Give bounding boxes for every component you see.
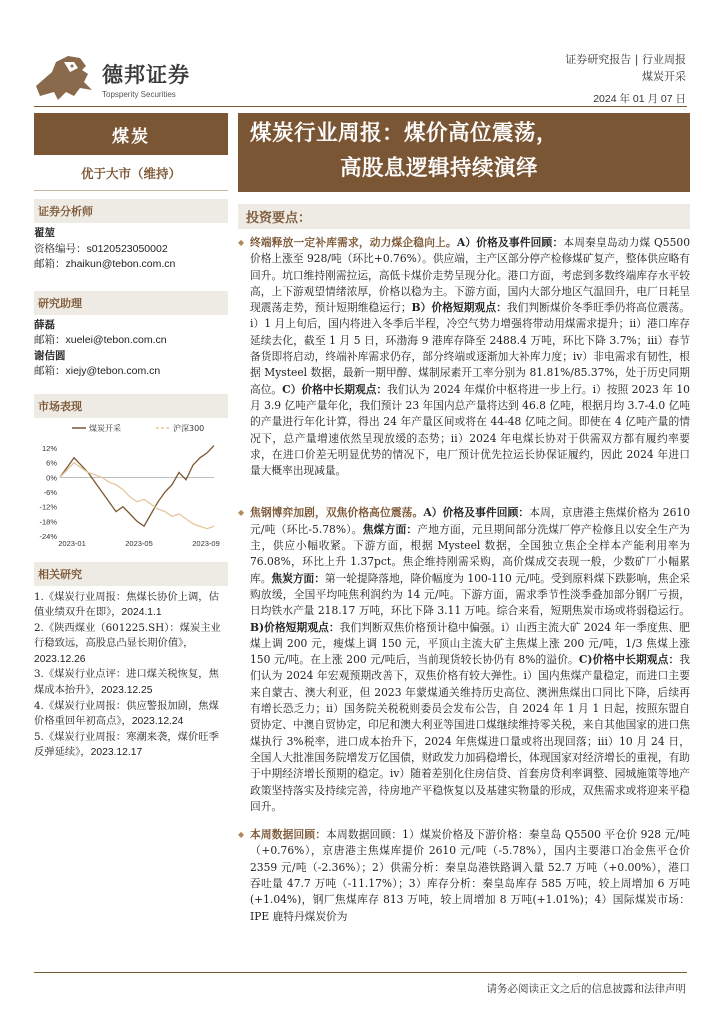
header-divider <box>34 106 687 107</box>
series-line-hs300 <box>60 462 214 528</box>
market-chart-svg <box>34 418 228 548</box>
analyst-email[interactable]: 邮箱：zhaikun@tebon.com.cn <box>34 258 176 270</box>
brand-name-en: Topsperity Securities <box>102 90 176 99</box>
main-content <box>238 113 690 925</box>
assistant-email[interactable]: 邮箱：xiejy@tebon.com.cn <box>34 365 161 377</box>
y-tick-label: -6% <box>43 487 57 497</box>
points-heading: 投资要点： <box>238 204 690 229</box>
assistant-block <box>34 315 228 380</box>
legend-label: 煤炭开采 <box>89 423 121 433</box>
related-item[interactable]: 5.《煤炭行业周报：寒潮来袭，煤价旺季反弹延续》，2023.12.17 <box>34 730 219 759</box>
brand-name-cn: 德邦证券 <box>102 63 190 87</box>
analyst-name: 翟堃 <box>34 227 55 239</box>
related-item[interactable]: 4.《煤炭行业周报：供应警报加剧，焦煤价格重回年初高点》，2023.12.24 <box>34 699 219 728</box>
point-data: ◆ 本周数据回顾：本周数据回顾：1）煤炭价格及下游价格：秦皇岛 Q5500 平仓价 928 元/吨（+0.76%），京唐港主焦煤库提价 2610 元/吨（-5.78%），国内主要港口冶金焦平仓价 2359 元/吨（-2.36%）；2）供需分析：秦皇岛港铁路调入量 52.7 万吨（+0.00%），港口吞吐量 47.7 万吨（-11.17%）；3）库存分析：秦皇岛库存 585 万吨，较上周增加 6 万吨(+1.04%)，钢厂焦煤库存 813 万吨，较上周增加 8 万吨(+1.01%)；4）国际煤炭市场：IPE 鹿特丹煤炭价为 <box>238 827 690 925</box>
y-tick-label: 0% <box>46 472 57 482</box>
footer-disclaimer: 请务必阅读正文之后的信息披露和法律声明 <box>486 983 686 995</box>
legend-label: 沪深300 <box>173 423 205 433</box>
assistant-heading: 研究助理 <box>34 291 228 315</box>
report-type: 证券研究报告 | 行业周报 <box>565 53 686 66</box>
y-tick-label: -24% <box>39 531 57 541</box>
related-item[interactable]: 3.《煤炭行业点评：进口煤关税恢复，焦煤成本抬升》，2023.12.25 <box>34 668 219 697</box>
y-tick-label: 6% <box>46 458 57 468</box>
point-coking: ◆ 焦钢博弈加剧，双焦价格高位震荡。A）价格及事件回顾：本周，京唐港主焦煤价格为 2610 元/吨（环比-5.78%）。焦煤方面：产地方面，元旦期间部分洗煤厂停产检修且以安全生产为主，供应小幅收紧。下游方面，根据 Mysteel 数据，全国独立焦企全样本产能利用率为 76.08%，环比上升 1.37pct。焦企维持刚需采购，高价煤成交表现一般，少数矿厂小幅累库。焦炭方面：第一轮提降落地，降价幅度为 100-110 元/吨。受到原料煤下跌影响，焦企采购放缓，全国平均吨焦利润约为 14 元/吨。下游方面，需求季节性淡季叠加部分钢厂亏损，日均铁水产量 218.17 万吨，环比下降 3.11 万吨。综合来看，短期焦炭市场或将弱稳运行。B)价格短期观点：我们判断双焦价格预计稳中偏强。i）山西主流大矿 2024 年一季度焦、肥煤上调 200 元，瘦煤上调 150 元，平顶山主流大矿主焦煤上涨 200 元/吨，1/3 焦煤上涨 150 元/吨。在上涨 200 元/吨后，当前现货较长协仍有 8%的溢价。C)价格中长期观点：我们认为 2024 年宏观预期改善下，双焦价格有较大弹性。i）国内焦煤产量稳定，而进口主要来自蒙古、澳大利亚，但 2023 年蒙煤通关维持历史高位、澳洲焦煤出口同比下降，后续再有增长恐乏力；ii）国务院关税税则委员会发布公告，自 2024 年 1 月 1 日起，按照东盟自贸协定、中澳自贸协定，印尼和澳大利亚等国进口煤继续维持零关税，来自其他国家的进口焦煤执行 3%税率，进口成本抬升下，2024 年焦煤进口量或将出现回落；iii）10 月 24 日，全国人大批准国务院增发万亿国债，财政发力加码稳增长，体现国家对经济增长的重视，有助于中期经济增长预期的稳定。iv）随着差别化住房信贷、首套房贷利率调整、园城施策等地产政策坚持落实及持续完善，待房地产平稳恢复以及基建实物量的形成，双焦需求或将迎来平稳回升。 <box>238 505 690 815</box>
x-tick-label: 2023-09 <box>192 538 220 548</box>
market-chart <box>34 418 228 548</box>
analyst-block <box>34 223 228 273</box>
report-title <box>238 113 690 192</box>
title-line-2: 高股息逻辑持续演绎 <box>340 156 539 181</box>
footer-divider <box>34 972 687 973</box>
rating: 优于大市（维持） <box>34 155 228 191</box>
related-list <box>34 586 228 762</box>
analyst-heading: 证券分析师 <box>34 199 228 223</box>
report-industry: 煤炭开采 <box>642 70 686 83</box>
analyst-cert: 资格编号：s0120523050002 <box>34 242 168 255</box>
x-tick-label: 2023-01 <box>58 538 86 548</box>
sidebar <box>34 113 228 761</box>
brand-emblem-icon <box>34 52 96 106</box>
x-tick-label: 2023-05 <box>125 538 153 548</box>
assistant-email[interactable]: 邮箱：xuelei@tebon.com.cn <box>34 334 167 346</box>
report-meta <box>565 51 686 85</box>
point-coal: ◆ 终端释放一定补库需求，动力煤企稳向上。A）价格及事件回顾：本周秦皇岛动力煤 Q5500 价格上涨至 928/吨（环比+0.76%）。供应端，主产区部分停产检修煤矿复产，整体供应略有回升。坑口维持刚需拉运，高低卡煤价走势呈现分化。港口方面，考虑到多数终端库存水平较高，上下游观望情绪浓厚，价格以稳为主。下游方面，国内大部分地区气温回升，电厂日耗呈现震荡走势，预计短期维稳运行；B）价格短期观点：我们判断煤价冬季旺季仍将高位震荡。i）1 月上旬后，国内将进入冬季后半程，冷空气势力增强将带动用煤需求提升；ii）港口库存延续去化，截至 1 月 5 日，环渤海 9 港库存降至 2488.4 万吨，环比下降 3.7%；iii）春节备货即将启动，终端补库需求仍存，部分终端或逐渐加大补库力度；iv）非电需求有韧性，根据 Mysteel 数据，最新一期甲醇、煤制尿素开工率分别为 81.81%/85.37%，处于历史同期高位。C）价格中长期观点：我们认为 2024 年煤价中枢将进一步上行。i）按照 2023 年 10 月 3.9 亿吨产量年化，我们预计 23 年国内总产量将达到 46.8 亿吨，根据月均 3.7-4.0 亿吨的产量进行年化计算，得出 24 年产量区间或将在 44-48 亿吨之间。即使在 4 亿吨产量的情况下，总产量增速依然呈现放缓的态势；ii）2024 年电煤长协对于供需双方都有履约率要求，在进口价差无明显优势的情况下，电厂预计优先拉运长协保证履约，因此 2024 年进口量大概率出现减量。 <box>238 235 690 479</box>
related-item[interactable]: 1.《煤炭行业周报：焦煤长协价上调，估值业绩双升在即》，2024.1.1 <box>34 590 219 619</box>
assistant-name: 薛磊 <box>34 318 55 331</box>
y-tick-label: 12% <box>41 443 57 453</box>
market-heading: 市场表现 <box>34 394 228 418</box>
series-line-coal <box>60 445 214 526</box>
assistant-name: 谢佶圆 <box>34 349 66 362</box>
related-heading: 相关研究 <box>34 562 228 586</box>
y-tick-label: -18% <box>39 516 57 526</box>
report-date: 2024 年 01 月 07 日 <box>593 93 686 105</box>
related-item[interactable]: 2.《陕西煤业（601225.SH）：煤炭主业行稳致远，高股息凸显长期价值》，2023.12.26 <box>34 621 221 665</box>
y-tick-label: -12% <box>39 502 57 512</box>
title-line-1: 煤炭行业周报：煤价高位震荡， <box>250 121 559 146</box>
brand-logo <box>34 52 190 106</box>
sector-banner: 煤炭 <box>34 113 228 155</box>
